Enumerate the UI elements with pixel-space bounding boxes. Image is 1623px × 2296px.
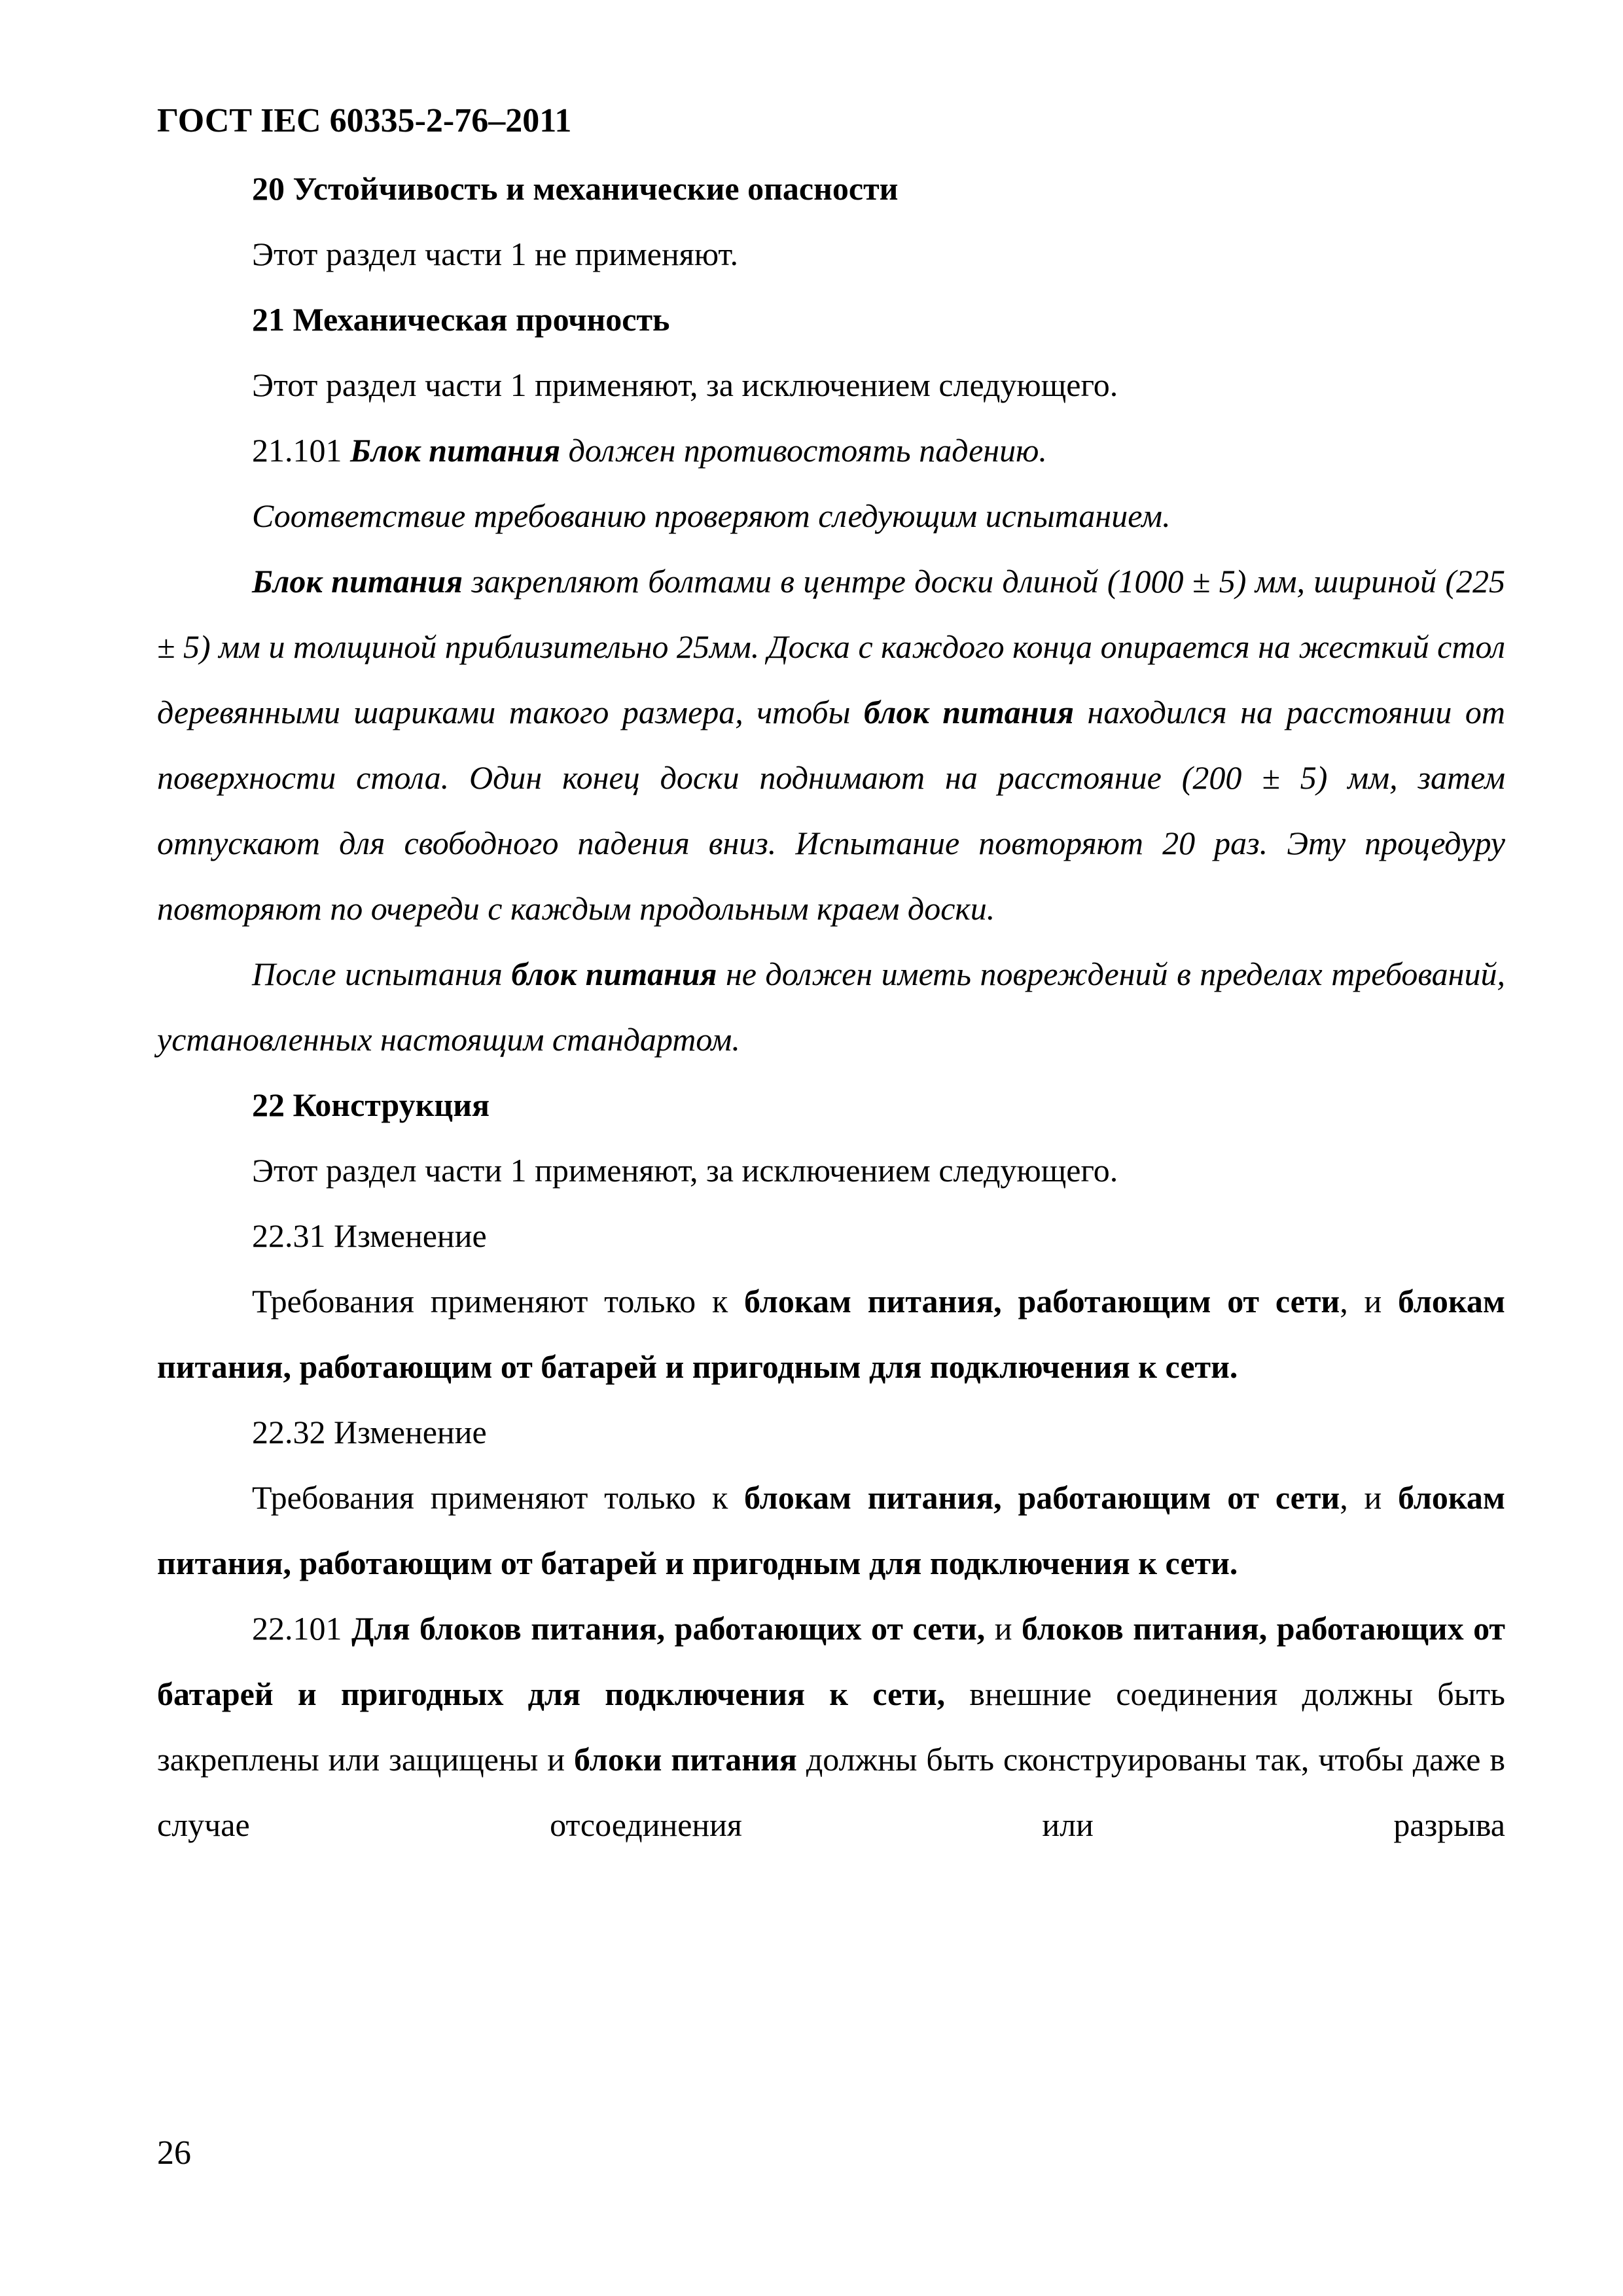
paragraph-text: не должен иметь повреждений в пределах требований, установленных настоящим стандартом. <box>157 956 1505 1058</box>
clause-21-101 <box>157 418 1505 483</box>
section-20-text: Этот раздел части 1 не применяют. <box>252 236 738 272</box>
clause-text: должен противостоять падению. <box>560 432 1047 469</box>
defined-term: Блок питания <box>350 432 561 469</box>
paragraph-text: должны быть сконструированы так, чтобы даже в случае отсоединения или разрыва <box>157 1741 1505 1843</box>
clause-22-32-title: 22.32 Изменение <box>252 1414 487 1450</box>
defined-term: Для блоков питания, работающих от сети, <box>351 1610 986 1647</box>
clause-22-31-title: 22.31 Изменение <box>252 1217 487 1254</box>
after-test-paragraph <box>157 941 1505 1072</box>
section-20-heading: 20 Устойчивость и механические опасности <box>252 170 899 207</box>
paragraph-text: внешние соединения должны быть закреплены или защищены и <box>157 1676 1505 1778</box>
clause-22-32-text <box>157 1465 1505 1596</box>
paragraph-text: , и <box>1340 1479 1399 1516</box>
page-body <box>157 156 1505 1857</box>
section-22-intro: Этот раздел части 1 применяют, за исключением следующего. <box>252 1152 1118 1189</box>
defined-term: блокам питания, работающим от сети <box>744 1283 1340 1319</box>
defined-term: блокам питания, работающим от сети <box>744 1479 1340 1516</box>
clause-22-31-text <box>157 1268 1505 1399</box>
paragraph-text: находился на расстоянии от поверхности стола. Один конец доски поднимают на расстояние (200 ± 5) мм, затем отпускают для свободного падения вниз. Испытание повторяют 20 раз. Эту процедуру повторяют по очереди с каждым продольным краем доски. <box>157 694 1505 927</box>
defined-term: блокам питания, работающим от батарей и пригодным для подключения к сети. <box>157 1283 1505 1385</box>
paragraph-text: , и <box>1340 1283 1399 1319</box>
paragraph-text: Требования применяют только к <box>252 1479 745 1516</box>
paragraph-text: закрепляют болтами в центре доски длиной (1000 ± 5) мм, шириной (225 ± 5) мм и толщиной приблизительно 25мм. Доска с каждого конца опирается на жесткий стол деревянными шариками такого размера, чтобы <box>157 563 1506 730</box>
document-header: ГОСТ IEC 60335-2-76–2011 <box>157 102 572 139</box>
defined-term: блоки питания <box>574 1741 797 1778</box>
page-number: 26 <box>157 2134 191 2172</box>
defined-term: блокам питания, работающим от батарей и пригодным для подключения к сети. <box>157 1479 1505 1581</box>
compliance-statement: Соответствие требованию проверяют следующим испытанием. <box>252 497 1171 534</box>
clause-number: 21.101 <box>252 432 350 469</box>
defined-term: блоков питания, работающих от батарей и пригодных для подключения к сети, <box>157 1610 1505 1712</box>
test-procedure-paragraph <box>157 548 1505 941</box>
clause-22-101 <box>157 1596 1505 1857</box>
paragraph-text: Требования применяют только к <box>252 1283 745 1319</box>
section-22-heading: 22 Конструкция <box>252 1086 490 1123</box>
clause-number: 22.101 <box>252 1610 351 1647</box>
defined-term: Блок питания <box>252 563 463 600</box>
defined-term: блок питания <box>864 694 1075 730</box>
section-21-intro: Этот раздел части 1 применяют, за исключением следующего. <box>252 367 1118 403</box>
paragraph-text: и <box>985 1610 1022 1647</box>
section-21-heading: 21 Механическая прочность <box>252 301 670 338</box>
defined-term: блок питания <box>511 956 717 992</box>
paragraph-text: После испытания <box>252 956 512 992</box>
